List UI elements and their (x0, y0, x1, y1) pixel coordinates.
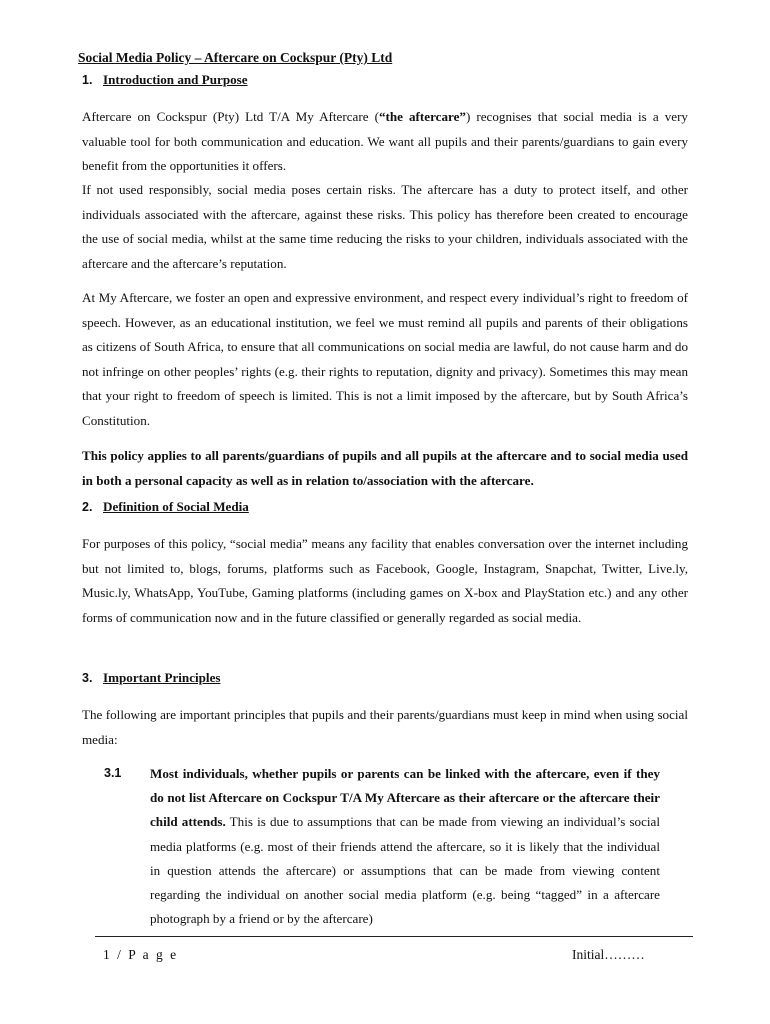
page-number: 1 / P a g e (103, 947, 179, 962)
clause-3-1 (150, 762, 660, 931)
paragraph-policy-scope (82, 444, 688, 493)
section-number: 3. (82, 671, 93, 685)
clause-bold-text: Most individuals, whether pupils or parents can be linked with the aftercare, even if they do not list Aftercare on Cockspur T/A My Aftercare as their aftercare or the aftercare their child attends. (150, 766, 660, 830)
section-heading-text: Definition of Social Media (103, 499, 249, 514)
section-heading-introduction (82, 72, 248, 88)
paragraph-text: The following are important principles that pupils and their parents/guardians must keep in mind when using social media: (82, 707, 688, 747)
paragraph-intro-2 (82, 178, 688, 276)
section-heading-text: Introduction and Purpose (103, 72, 248, 87)
section-number: 1. (82, 73, 93, 87)
section-number: 2. (82, 500, 93, 514)
footer-divider (95, 936, 693, 937)
paragraph-intro-3 (82, 286, 688, 434)
document-title: Social Media Policy – Aftercare on Cockspur (Pty) Ltd (78, 50, 393, 65)
paragraph-principles-intro (82, 703, 688, 752)
paragraph-text: For purposes of this policy, “social media” means any facility that enables conversation over the internet including but not limited to, blogs, forums, platforms such as Facebook, Google, Instagram, Snapchat, Twitter, Live.ly, Music.ly, WhatsApp, YouTube, Gaming platforms (including games on X-box and PlayStation etc.) and any other forms of communication now and in the future classified or generally regarded as social media. (82, 536, 688, 625)
clause-number: 3.1 (104, 766, 122, 780)
paragraph-text: If not used responsibly, social media poses certain risks. The aftercare has a duty to protect itself, and other individuals associated with the aftercare, against these risks. This policy has therefore been created to encourage the use of social media, whilst at the same time reducing the risks to your children, individuals associated with the aftercare and the aftercare’s reputation. (82, 182, 688, 271)
initial-field: Initial……… (572, 947, 645, 962)
paragraph-text: ) recognises that social media is a very valuable tool for both communication and education. We want all pupils and their parents/guardians to gain every benefit from the opportunities it offers. (82, 109, 688, 174)
section-heading-definition (82, 499, 249, 515)
paragraph-text: Aftercare on Cockspur (Pty) Ltd T/A My Aftercare ( (82, 109, 379, 124)
section-heading-text: Important Principles (103, 670, 221, 685)
clause-text: This is due to assumptions that can be made from viewing an individual’s social media platforms (e.g. most of their friends attend the aftercare, so it is likely that the individual in question attends the aftercare) or assumptions that can be made from viewing content regarding the individual on another social media platform (e.g. being “tagged” in a aftercare photograph by a friend or by the aftercare) (150, 814, 661, 927)
paragraph-intro-1 (82, 105, 688, 179)
paragraph-text: At My Aftercare, we foster an open and expressive environment, and respect every individual’s right to freedom of speech. However, as an educational institution, we feel we must remind all pupils and parents of their obligations as citizens of South Africa, to ensure that all communications on social media are lawful, do not cause harm and do not infringe on other peoples’ rights (e.g. their rights to reputation, dignity and privacy). Sometimes this may mean that your right to freedom of speech is limited. This is not a limit imposed by the aftercare, but by South Africa’s Constitution. (82, 290, 688, 428)
paragraph-definition (82, 532, 688, 630)
defined-term: “the aftercare” (378, 109, 466, 124)
paragraph-text: This policy applies to all parents/guardians of pupils and all pupils at the aftercare and to social media used in both a personal capacity as well as in relation to/association with the aftercare. (82, 448, 688, 488)
section-heading-principles (82, 670, 220, 686)
